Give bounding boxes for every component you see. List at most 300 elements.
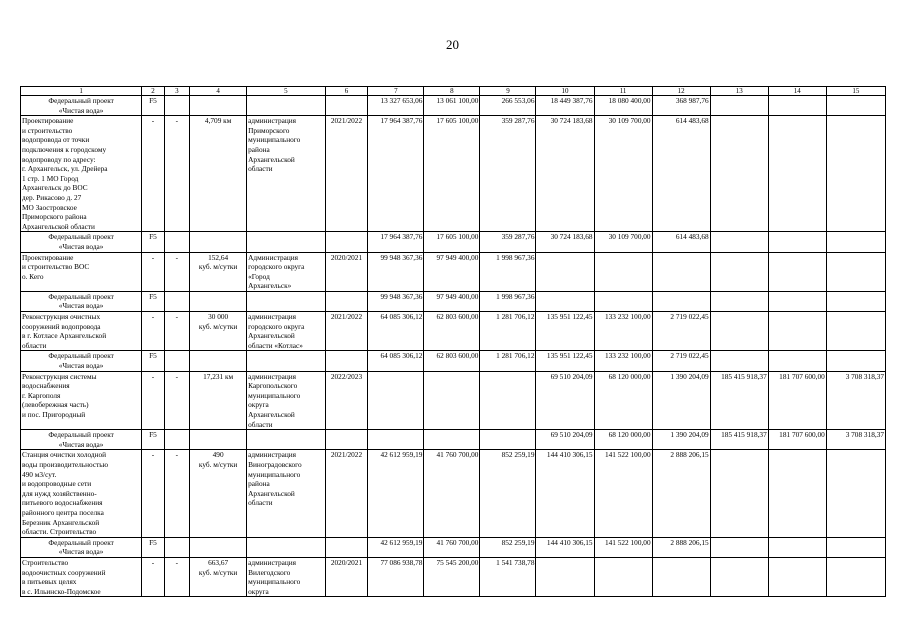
cell-text: 144 410 306,15	[546, 450, 593, 460]
cell-col-5	[247, 96, 325, 116]
cell-text: 62 803 600,00	[436, 351, 479, 361]
cell-col-9	[480, 116, 536, 232]
cell-text: 2021/2022	[330, 312, 363, 322]
cell-col-15	[826, 252, 885, 291]
cell-col-10	[536, 116, 594, 232]
cell-col-11	[594, 557, 652, 596]
cell-col-1	[21, 537, 142, 557]
cell-col-4	[190, 232, 247, 252]
cell-col-7	[368, 537, 424, 557]
cell-text: Станция очистки холодной воды производительностью 490 м3/сут. и водопроводные сети для нужд хозяйственно- питьевого водоснабжения районного центра поселка Березник Архангельской области. Строительство	[22, 450, 109, 537]
cell-col-12	[652, 557, 710, 596]
cell-col-14	[768, 430, 826, 450]
cell-col-7	[368, 291, 424, 311]
cell-col-8	[424, 232, 480, 252]
cell-col-2	[142, 537, 164, 557]
cell-text: -	[175, 116, 179, 126]
cell-text: 852 259,19	[501, 537, 535, 547]
cell-text: 4,709 км	[204, 116, 232, 126]
cell-text: -	[151, 252, 155, 262]
cell-text: 68 120 000,00	[608, 371, 651, 381]
cell-text: Федеральный проект «Чистая вода»	[48, 96, 114, 115]
cell-col-7	[368, 116, 424, 232]
cell-col-7	[368, 557, 424, 596]
cell-text: 141 522 100,00	[604, 537, 651, 547]
cell-col-4	[190, 291, 247, 311]
cell-text: 368 987,76	[675, 96, 709, 105]
cell-col-2	[142, 351, 164, 371]
cell-text: 181 707 600,00	[779, 430, 825, 440]
cell-col-9	[480, 96, 536, 116]
cell-text: 144 410 306,15	[546, 537, 593, 547]
cell-col-3	[164, 252, 189, 291]
cell-col-8	[424, 116, 480, 232]
cell-text: 68 120 000,00	[608, 430, 651, 440]
cell-col-3	[164, 351, 189, 371]
cell-col-10	[536, 351, 594, 371]
cell-col-9	[480, 232, 536, 252]
cell-col-14	[768, 96, 826, 116]
cell-col-10	[536, 537, 594, 557]
cell-text: 1 998 967,36	[496, 291, 535, 301]
object-row	[21, 312, 886, 351]
column-number: 12	[652, 87, 710, 96]
cell-text: 2 888 206,15	[670, 450, 709, 460]
cell-text: 69 510 204,09	[550, 430, 593, 440]
cell-col-6	[325, 312, 368, 351]
cell-col-8	[424, 430, 480, 450]
cell-text: 13 061 100,00	[436, 96, 479, 105]
cell-col-9	[480, 450, 536, 537]
cell-col-7	[368, 371, 424, 430]
cell-text: 152,64 куб. м/сутки	[198, 252, 238, 272]
cell-text: F5	[149, 351, 157, 361]
cell-col-1	[21, 371, 142, 430]
cell-col-6	[325, 557, 368, 596]
cell-text: 2020/2021	[330, 252, 363, 262]
cell-col-2	[142, 430, 164, 450]
cell-col-9	[480, 557, 536, 596]
cell-text: 1 281 706,12	[496, 351, 535, 361]
cell-col-8	[424, 450, 480, 537]
cell-text: 2 719 022,45	[670, 351, 709, 361]
cell-col-4	[190, 252, 247, 291]
cell-text: 133 232 100,00	[604, 312, 651, 322]
cell-col-12	[652, 96, 710, 116]
cell-text: Проектирование и строительство ВОС о. Кего	[22, 252, 90, 281]
cell-text: 1 541 738,78	[496, 557, 535, 567]
cell-text: 97 949 400,00	[436, 291, 479, 301]
cell-text: 3 708 318,37	[845, 430, 884, 440]
cell-text: 99 948 367,36	[380, 252, 423, 262]
cell-col-7	[368, 450, 424, 537]
cell-text: Реконструкция очистных сооружений водопровода в г. Котласе Архангельской области	[22, 312, 107, 350]
cell-col-13	[710, 232, 768, 252]
cell-col-14	[768, 351, 826, 371]
cell-col-4	[190, 312, 247, 351]
cell-col-10	[536, 371, 594, 430]
cell-col-12	[652, 252, 710, 291]
cell-col-13	[710, 312, 768, 351]
cell-col-13	[710, 252, 768, 291]
cell-col-9	[480, 312, 536, 351]
cell-text: 97 949 400,00	[436, 252, 479, 262]
cell-text: Реконструкция системы водоснабжения г. Каргополя (левобережная часть) и пос. Пригородный	[22, 371, 97, 419]
cell-col-12	[652, 351, 710, 371]
cell-col-13	[710, 291, 768, 311]
cell-text: 490 куб. м/сутки	[198, 450, 238, 469]
column-number: 1	[21, 87, 142, 96]
cell-col-4	[190, 96, 247, 116]
cell-col-10	[536, 252, 594, 291]
cell-col-9	[480, 351, 536, 371]
cell-col-4	[190, 351, 247, 371]
cell-text: 185 415 918,37	[721, 371, 767, 381]
cell-text: 135 951 122,45	[546, 351, 593, 361]
cell-text: 2022/2023	[330, 371, 363, 381]
column-number: 9	[480, 87, 536, 96]
cell-text: -	[151, 312, 155, 322]
cell-col-6	[325, 450, 368, 537]
cell-col-10	[536, 232, 594, 252]
cell-col-12	[652, 537, 710, 557]
federal-project-row	[21, 96, 886, 116]
cell-col-15	[826, 557, 885, 596]
cell-text: Администрация городского округа «Город Архангельск»	[248, 252, 305, 291]
cell-col-5	[247, 116, 325, 232]
cell-text: 181 707 600,00	[779, 371, 825, 381]
cell-text: -	[151, 557, 155, 567]
cell-col-2	[142, 450, 164, 537]
cell-text: 62 803 600,00	[436, 312, 479, 322]
federal-project-row	[21, 232, 886, 252]
cell-text: 1 281 706,12	[496, 312, 535, 322]
cell-col-12	[652, 371, 710, 430]
cell-col-11	[594, 96, 652, 116]
object-row	[21, 557, 886, 596]
cell-col-2	[142, 291, 164, 311]
cell-text: 18 449 387,76	[550, 96, 593, 105]
cell-text: 359 287,76	[501, 232, 535, 242]
cell-col-8	[424, 291, 480, 311]
cell-col-9	[480, 537, 536, 557]
cell-col-9	[480, 291, 536, 311]
cell-col-11	[594, 371, 652, 430]
cell-text: 266 553,06	[501, 96, 535, 105]
cell-col-7	[368, 96, 424, 116]
cell-col-2	[142, 312, 164, 351]
cell-text: 42 612 959,19	[380, 537, 423, 547]
cell-text: Федеральный проект «Чистая вода»	[48, 537, 114, 557]
cell-text: 30 109 700,00	[608, 116, 651, 126]
federal-project-row	[21, 537, 886, 557]
cell-col-5	[247, 450, 325, 537]
cell-col-10	[536, 450, 594, 537]
cell-col-12	[652, 450, 710, 537]
cell-col-10	[536, 96, 594, 116]
cell-col-7	[368, 351, 424, 371]
cell-col-6	[325, 232, 368, 252]
cell-col-11	[594, 232, 652, 252]
cell-col-3	[164, 116, 189, 232]
cell-col-3	[164, 430, 189, 450]
cell-text: 69 510 204,09	[550, 371, 593, 381]
cell-col-5	[247, 557, 325, 596]
cell-col-3	[164, 312, 189, 351]
cell-col-6	[325, 252, 368, 291]
cell-col-14	[768, 371, 826, 430]
cell-col-13	[710, 116, 768, 232]
cell-col-12	[652, 116, 710, 232]
cell-text: -	[175, 557, 179, 567]
cell-text: Строительство водоочистных сооружений в питьевых целях в с. Ильинско-Подомское	[22, 557, 106, 596]
column-number: 8	[424, 87, 480, 96]
cell-text: 614 483,68	[675, 232, 709, 242]
cell-col-13	[710, 557, 768, 596]
cell-col-1	[21, 312, 142, 351]
cell-col-12	[652, 312, 710, 351]
funding-table	[20, 86, 886, 597]
cell-col-10	[536, 557, 594, 596]
cell-col-5	[247, 371, 325, 430]
cell-text: 30 109 700,00	[608, 232, 651, 242]
cell-col-1	[21, 450, 142, 537]
cell-text: 30 724 183,68	[550, 232, 593, 242]
column-number: 7	[368, 87, 424, 96]
cell-col-5	[247, 351, 325, 371]
cell-col-11	[594, 312, 652, 351]
cell-col-8	[424, 537, 480, 557]
cell-text: 64 085 306,12	[380, 351, 423, 361]
cell-col-3	[164, 450, 189, 537]
cell-text: администрация городского округа Архангельской области «Котлас»	[248, 312, 305, 350]
cell-col-4	[190, 371, 247, 430]
cell-col-12	[652, 291, 710, 311]
cell-text: 41 760 700,00	[436, 450, 479, 460]
cell-text: F5	[149, 430, 157, 440]
cell-col-1	[21, 96, 142, 116]
cell-text: Федеральный проект «Чистая вода»	[48, 232, 114, 251]
cell-text: 2 888 206,15	[670, 537, 709, 547]
cell-text: 99 948 367,36	[380, 291, 423, 301]
page-number: 20	[446, 37, 459, 52]
cell-col-5	[247, 291, 325, 311]
cell-col-3	[164, 557, 189, 596]
cell-col-4	[190, 537, 247, 557]
cell-col-10	[536, 312, 594, 351]
cell-text: F5	[149, 537, 157, 547]
cell-col-15	[826, 312, 885, 351]
cell-col-14	[768, 450, 826, 537]
cell-col-2	[142, 116, 164, 232]
cell-col-4	[190, 557, 247, 596]
cell-text: 133 232 100,00	[604, 351, 651, 361]
cell-text: Проектирование и строительство водопровода от точки подключения к городскому водопроводу по адресу: г. Архангельск, ул. Дрейера 1 стр. 1 МО Город Архангельск до ВОС дер. Рикасово д. 27 МО Заостровское Приморского района Архангельской области	[22, 116, 108, 231]
cell-text: 1 998 967,36	[496, 252, 535, 262]
cell-col-2	[142, 371, 164, 430]
cell-text: администрация Виноградовского муниципального района Архангельской области	[248, 450, 302, 508]
cell-col-1	[21, 116, 142, 232]
cell-text: 17 964 387,76	[380, 232, 423, 242]
cell-text: 77 086 938,78	[380, 557, 423, 567]
object-row	[21, 252, 886, 291]
cell-col-11	[594, 450, 652, 537]
cell-col-9	[480, 252, 536, 291]
cell-col-8	[424, 557, 480, 596]
cell-text: 30 724 183,68	[550, 116, 593, 126]
cell-col-2	[142, 252, 164, 291]
cell-col-5	[247, 312, 325, 351]
cell-text: 75 545 200,00	[436, 557, 479, 567]
cell-col-3	[164, 371, 189, 430]
cell-text: 13 327 653,06	[380, 96, 423, 105]
cell-text: 41 760 700,00	[436, 537, 479, 547]
cell-col-13	[710, 96, 768, 116]
cell-col-5	[247, 430, 325, 450]
cell-col-8	[424, 351, 480, 371]
cell-col-1	[21, 351, 142, 371]
cell-col-14	[768, 116, 826, 232]
cell-text: 185 415 918,37	[721, 430, 767, 440]
column-number: 3	[164, 87, 189, 96]
column-number: 2	[142, 87, 164, 96]
cell-col-13	[710, 351, 768, 371]
cell-text: 17,231 км	[203, 371, 234, 381]
cell-text: 663,67 куб. м/сутки	[198, 557, 238, 577]
cell-col-5	[247, 537, 325, 557]
cell-col-13	[710, 537, 768, 557]
cell-col-2	[142, 96, 164, 116]
cell-col-8	[424, 252, 480, 291]
cell-col-6	[325, 537, 368, 557]
cell-col-14	[768, 312, 826, 351]
cell-text: 30 000 куб. м/сутки	[198, 312, 238, 331]
cell-text: F5	[149, 232, 157, 242]
object-row	[21, 371, 886, 430]
cell-col-5	[247, 232, 325, 252]
cell-col-4	[190, 116, 247, 232]
cell-col-4	[190, 430, 247, 450]
cell-col-3	[164, 291, 189, 311]
cell-col-9	[480, 371, 536, 430]
column-number: 14	[768, 87, 826, 96]
cell-text: Федеральный проект «Чистая вода»	[48, 291, 114, 311]
cell-col-15	[826, 291, 885, 311]
cell-text: 17 605 100,00	[436, 232, 479, 242]
cell-text: 3 708 318,37	[845, 371, 884, 381]
cell-text: 17 605 100,00	[436, 116, 479, 126]
cell-text: -	[151, 116, 155, 126]
cell-text: 2 719 022,45	[670, 312, 709, 322]
cell-text: 18 080 400,00	[608, 96, 651, 105]
cell-col-13	[710, 430, 768, 450]
cell-col-2	[142, 557, 164, 596]
cell-col-12	[652, 430, 710, 450]
cell-col-11	[594, 430, 652, 450]
column-number-row	[21, 87, 886, 96]
cell-col-4	[190, 450, 247, 537]
cell-col-11	[594, 351, 652, 371]
cell-col-15	[826, 116, 885, 232]
cell-text: 1 390 204,09	[670, 430, 709, 440]
cell-col-6	[325, 371, 368, 430]
cell-col-10	[536, 291, 594, 311]
cell-col-7	[368, 252, 424, 291]
cell-col-13	[710, 450, 768, 537]
cell-text: -	[151, 371, 155, 381]
column-number: 4	[190, 87, 247, 96]
cell-text: Федеральный проект «Чистая вода»	[48, 351, 114, 371]
cell-col-2	[142, 232, 164, 252]
cell-text: -	[175, 312, 179, 322]
cell-col-11	[594, 537, 652, 557]
cell-col-15	[826, 450, 885, 537]
cell-col-15	[826, 371, 885, 430]
cell-col-7	[368, 232, 424, 252]
cell-col-1	[21, 430, 142, 450]
cell-col-6	[325, 430, 368, 450]
cell-col-1	[21, 252, 142, 291]
cell-col-6	[325, 116, 368, 232]
cell-col-15	[826, 430, 885, 450]
cell-col-1	[21, 557, 142, 596]
cell-col-14	[768, 537, 826, 557]
cell-text: F5	[149, 291, 157, 301]
cell-col-11	[594, 116, 652, 232]
cell-text: 2021/2022	[330, 450, 363, 460]
cell-text: 64 085 306,12	[380, 312, 423, 322]
cell-text: -	[175, 371, 179, 381]
cell-text: Федеральный проект «Чистая вода»	[48, 430, 114, 449]
cell-col-6	[325, 351, 368, 371]
column-number: 6	[325, 87, 368, 96]
cell-col-11	[594, 291, 652, 311]
cell-col-10	[536, 430, 594, 450]
cell-col-8	[424, 371, 480, 430]
cell-text: администрация Вилегодского муниципального округа	[248, 557, 301, 596]
cell-col-15	[826, 232, 885, 252]
column-number: 5	[247, 87, 325, 96]
cell-text: 141 522 100,00	[604, 450, 651, 460]
cell-text: 852 259,19	[501, 450, 535, 460]
cell-text: -	[175, 252, 179, 262]
cell-text: 359 287,76	[501, 116, 535, 126]
cell-col-14	[768, 252, 826, 291]
column-number: 15	[826, 87, 885, 96]
cell-text: 2021/2022	[330, 116, 363, 126]
cell-col-15	[826, 96, 885, 116]
cell-col-14	[768, 291, 826, 311]
federal-project-row	[21, 430, 886, 450]
cell-col-3	[164, 96, 189, 116]
cell-col-11	[594, 252, 652, 291]
cell-text: администрация Каргопольского муниципального округа Архангельской области	[248, 371, 301, 429]
object-row	[21, 116, 886, 232]
federal-project-row	[21, 291, 886, 311]
cell-text: 1 390 204,09	[670, 371, 709, 381]
cell-text: 2020/2021	[330, 557, 363, 567]
cell-col-5	[247, 252, 325, 291]
cell-col-1	[21, 291, 142, 311]
cell-col-7	[368, 312, 424, 351]
cell-text: F5	[149, 96, 157, 105]
cell-col-7	[368, 430, 424, 450]
cell-col-14	[768, 232, 826, 252]
cell-text: 17 964 387,76	[380, 116, 423, 126]
cell-col-3	[164, 537, 189, 557]
cell-col-15	[826, 537, 885, 557]
column-number: 11	[594, 87, 652, 96]
